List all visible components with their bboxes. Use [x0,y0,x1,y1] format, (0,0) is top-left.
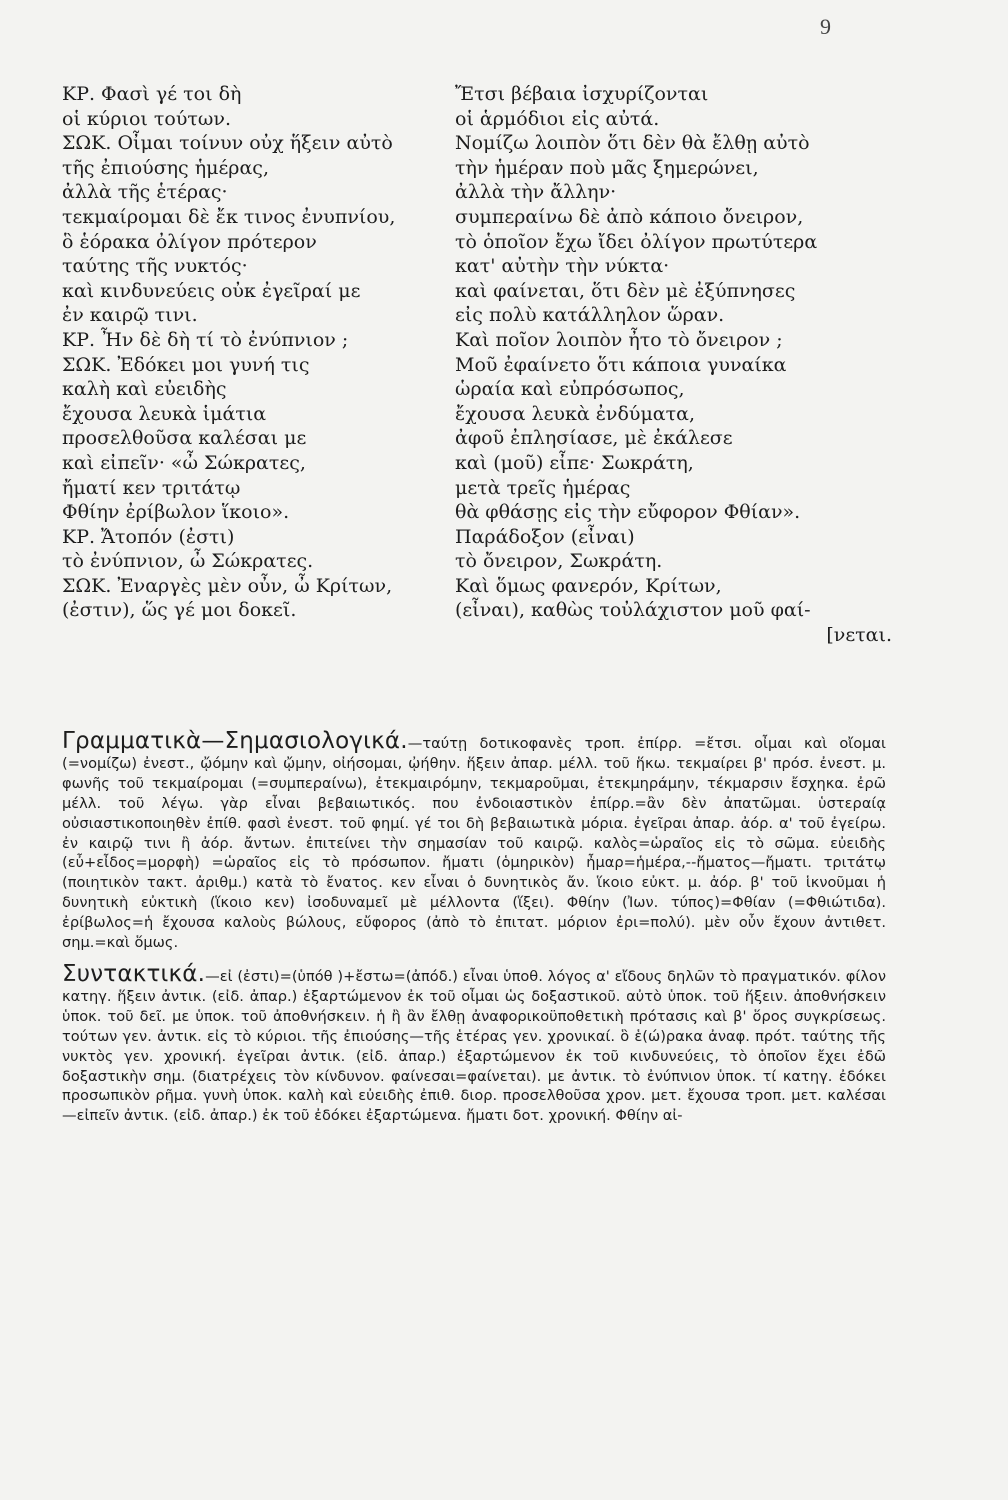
syntax-note [62,960,886,1126]
translation-text: ἀφοῦ ἐπλησίασε, μὲ ἐκάλεσε [455,427,733,450]
dialogue-line [62,156,892,181]
dialogue-line [62,476,892,501]
grammar-heading: Γραμματικὰ—Σημασιολογικά. [62,728,408,754]
original-text: τεκμαίρομαι δὲ ἔκ τινος ἐνυπνίου, [62,205,396,228]
commentary-notes [62,728,886,1126]
dialogue-line [62,426,892,451]
dialogue-line [62,525,892,550]
translation-text: Ἔτσι βέβαια ἰσχυρίζονται [455,83,709,105]
translation-text: Καὶ ὅμως φανερόν, Κρίτων, [455,574,722,597]
dialogue-line [62,180,892,205]
original-text: καὶ εἰπεῖν· «ὦ Σώκρατες, [62,451,306,474]
dialogue-line [62,328,892,353]
translation-text: τὸ ὁποῖον ἔχω ἴδει ὀλίγον πρωτύτερα [455,230,818,253]
original-text: ταύτης τῆς νυκτός· [62,255,248,278]
translation-text: εἰς πολὺ κατάλληλον ὥραν. [455,304,725,327]
translation-text: Παράδοξον (εἶναι) [455,525,635,548]
dialogue-line [62,254,892,279]
dialogue-line [62,205,892,230]
translation-text: Μοῦ ἐφαίνετο ὅτι κάποια γυναίκα [455,353,787,376]
translation-text: καὶ (μοῦ) εἶπε· Σωκράτη, [455,451,694,474]
translation-text: ἔχουσα λευκὰ ἐνδύματα, [455,402,696,425]
dialogue-line [62,500,892,525]
original-text: ΣΩΚ. Ἐδόκει μοι γυνή τις [62,353,310,376]
dialogue-line [62,574,892,599]
dialogue-line [62,623,892,648]
translation-text: οἱ ἁρμόδιοι εἰς αὐτά. [455,107,660,130]
original-text: ΚΡ. Ἄτοπόν (ἐστι) [62,525,235,548]
original-text: Φθίην ἐρίβωλον ἵκοιο». [62,501,290,524]
syntax-heading: Συντακτικά. [62,960,206,987]
dialogue-line [62,230,892,255]
translation-text: Καὶ ποῖον λοιπὸν ἦτο τὸ ὄνειρον ; [455,328,783,351]
translation-text: θὰ φθάσῃς εἰς τὴν εὔφορον Φθίαν». [455,501,801,524]
original-text: ἀλλὰ τῆς ἑτέρας· [62,181,228,204]
original-text: προσελθοῦσα καλέσαι με [62,427,307,450]
original-text: ΚΡ. Φασὶ γέ τοι δὴ [62,83,242,105]
grammar-text: —ταύτῃ δοτικοφανὲς τροπ. ἐπίρρ. =ἔτσι. οἶμαι καὶ οἴομαι (=νομίζω) ἐνεστ., ᾤόμην καὶ ᾤμην, οἰήσομαι, ᾠήθην. ἥξειν ἀπαρ. μέλλ. τοῦ ἥκω. τεκμαίρει β' πρόσ. ἐνεστ. μ. φωνῆς τοῦ τεκμαίρομαι (=συμπεραίνω), ἐτεκμαιρόμην, τεκμαροῦμαι, ἐτεκμηράμην, τέκμαρσιν ἔσχηκα. ἐρῶ μέλλ. τοῦ λέγω. γὰρ εἶναι βεβαιωτικός. που ἐνδοιαστικὸν ἐπίρρ.=ἂν δὲν ἀπατῶμαι. ὑστεραίᾳ οὐσιαστικοποιηθὲν ἐπίθ. φασὶ ἐνεστ. τοῦ φημί. γέ τοι δὴ βεβαιωτικὰ μόρια. ἐγεῖραι ἀπαρ. ἀόρ. α' τοῦ ἐγείρω. ἐν καιρῷ τινι ἢ ἀόρ. ἄντων. ἐπιτείνει τὴν σημασίαν τοῦ καιρῷ. καλὸς=ὡραῖος εἰς τὸ σῶμα. εὐειδὴς (εὖ+εἶδος=μορφὴ) =ὡραῖος εἰς τὸ πρόσωπον. ἤματι (ὁμηρικὸν) ἦμαρ=ἡμέρα,--ἤματος—ἤματι. τριτάτῳ (ποιητικὸν τακτ. ἀριθμ.) κατὰ τὸ ἔνατος. κεν εἶναι ὁ δυνητικὸς ἄν. ἵκοιο εὐκτ. μ. ἀόρ. β' τοῦ ἱκνοῦμαι ἡ δυνητικὴ εὐκτικὴ (ἵκοιο κεν) ἰσοδυναμεῖ μὲ μέλλοντα (ἵξει). Φθίην (Ἰων. τύπος)=Φθίαν (=Φθιώτιδα). ἐρίβωλος=ἡ ἔχουσα καλοὺς βώλους, εὔφορος (ἀπὸ τὸ ἐπιτατ. μόριον ἐρι=πολύ). μὲν οὖν ἔχουν ἀντιθετ. σημ.=καὶ ὅμως. [62,735,886,952]
translation-text: ἀλλὰ τὴν ἄλλην· [455,181,617,204]
dialogue-line [62,303,892,328]
page-number: 9 [820,14,831,39]
translation-text: τὴν ἡμέραν ποὺ μᾶς ξημερώνει, [455,156,759,179]
dialogue-line [62,402,892,427]
translation-text: συμπεραίνω δὲ ἀπὸ κάποιο ὄνειρον, [455,205,804,228]
translation-text: (εἶναι), καθὼς τοὐλάχιστον μοῦ φαί- [455,599,811,622]
original-text: ΣΩΚ. Ἐναργὲς μὲν οὖν, ὦ Κρίτων, [62,574,393,597]
original-text: ἤματί κεν τριτάτῳ [62,476,241,499]
dialogue-line [62,131,892,156]
original-text: ἔχουσα λευκὰ ἱμάτια [62,402,267,425]
translation-text: [νεται. [826,624,892,647]
dialogue-parallel-text [62,82,892,648]
syntax-text: —εἰ (ἐστι)=(ὑπόθ )+ἔστω=(ἀπόδ.) εἶναι ὑποθ. λόγος α' εἴδους δηλῶν τὸ πραγματικόν. φίλον κατηγ. ἥξειν ἀντικ. (εἰδ. ἀπαρ.) ἐξαρτώμενον ἐκ τοῦ οἶμαι ὡς δοξαστικοῦ. αὐτὸ ὑποκ. τοῦ ἥξειν. ἀποθνήσκειν ὑποκ. τοῦ δεῖ. με ὑποκ. τοῦ ἀποθνήσκειν. ἡ ἢ ἂν ἔλθῃ ἀναφορικοϋποθετικὴ πρότασις καὶ β' ὅρος συγκρίσεως. τούτων γεν. ἀντικ. εἰς τὸ κύριοι. τῆς ἐπιούσης—τῆς ἑτέρας γεν. χρονικαί. ὃ ἑ(ώ)ρακα ἀναφ. πρότ. ταύτης τῆς νυκτὸς γεν. χρονική. ἐγεῖραι ἀντικ. (εἰδ. ἀπαρ.) ἐξαρτώμενον ἐκ τοῦ κινδυνεύεις, τὸ ὁποῖον ἔχει ἐδῶ δοξαστικὴν σημ. (διατρέχεις τὸν κίνδυνον. φαίνεσαι=φαίνεται). με ἀντικ. τὸ ἐνύπνιον ὑποκ. τί κατηγ. ἐδόκει προσωπικὸν ρῆμα. γυνὴ ὑποκ. καλὴ καὶ εὐειδὴς ἐπιθ. διορ. προσελθοῦσα χρον. μετ. ἔχουσα τροπ. μετ. καλέσαι—εἰπεῖν ἀντικ. (εἰδ. ἀπαρ.) ἐκ τοῦ ἐδόκει ἐξαρτώμενα. ἤματι δοτ. χρονική. Φθίην αἰ- [62,967,886,1125]
dialogue-line [62,353,892,378]
dialogue-line [62,107,892,132]
dialogue-line [62,377,892,402]
original-text: τῆς ἐπιούσης ἡμέρας, [62,156,269,179]
translation-text: μετὰ τρεῖς ἡμέρας [455,476,631,499]
original-text: οἱ κύριοι τούτων. [62,107,231,130]
translation-text: καὶ φαίνεται, ὅτι δὲν μὲ ἐξύπνησες [455,279,796,302]
translation-text: Νομίζω λοιπὸν ὅτι δὲν θὰ ἔλθῃ αὐτὸ [455,132,810,155]
dialogue-line [62,451,892,476]
dialogue-line [62,82,892,107]
translation-text: ὡραία καὶ εὐπρόσωπος, [455,378,685,401]
dialogue-line [62,549,892,574]
original-text: ὃ ἑόρακα ὀλίγον πρότερον [62,230,317,253]
original-text: καὶ κινδυνεύεις οὐκ ἐγεῖραί με [62,279,361,302]
dialogue-line [62,598,892,623]
original-text: ΚΡ. Ἦν δὲ δὴ τί τὸ ἐνύπνιον ; [62,328,349,351]
grammar-note [62,728,886,953]
original-text: ΣΩΚ. Οἶμαι τοίνυν οὐχ ἥξειν αὐτὸ [62,132,393,155]
translation-text: τὸ ὄνειρον, Σωκράτη. [455,550,663,573]
original-text: (ἐστιν), ὥς γέ μοι δοκεῖ. [62,599,297,622]
translation-text: κατ' αὐτὴν τὴν νύκτα· [455,255,670,278]
original-text: ἐν καιρῷ τινι. [62,304,198,327]
dialogue-line [62,279,892,304]
original-text: καλὴ καὶ εὐειδὴς [62,378,227,401]
original-text: τὸ ἐνύπνιον, ὦ Σώκρατες. [62,550,314,573]
